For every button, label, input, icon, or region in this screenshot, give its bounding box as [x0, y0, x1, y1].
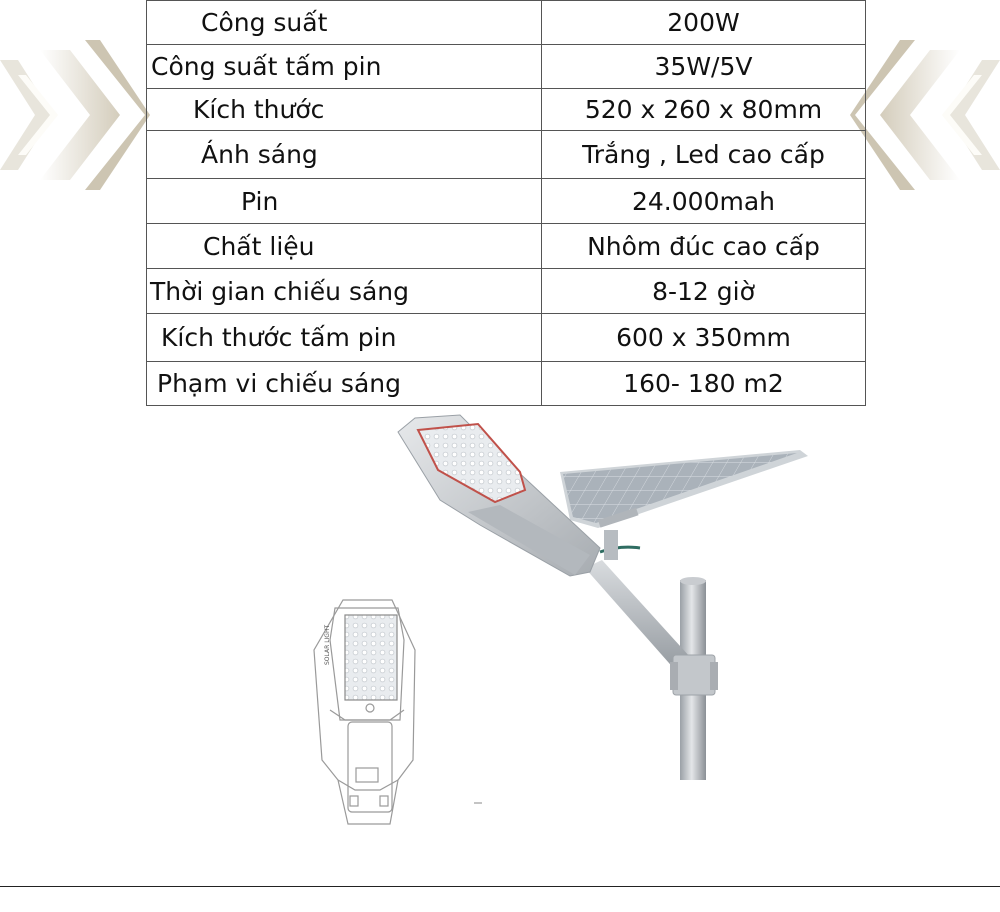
spec-label: Pin: [147, 179, 542, 224]
outline-brand-text: SOLAR LIGHT: [324, 624, 331, 665]
spec-value: 200W: [542, 1, 866, 45]
solar-panel: [560, 450, 808, 560]
lamp-outline-drawing: [314, 600, 415, 824]
pole-clamp: [670, 655, 718, 695]
spec-label: Công suất: [147, 1, 542, 45]
bottom-rule: [0, 886, 1000, 887]
spec-value: 160- 180 m2: [542, 362, 866, 406]
spec-label: Ánh sáng: [147, 131, 542, 179]
spec-value: 35W/5V: [542, 45, 866, 89]
spec-label: Kích thước tấm pin: [147, 314, 542, 362]
spec-value: 600 x 350mm: [542, 314, 866, 362]
spec-value: Trắng , Led cao cấp: [542, 131, 866, 179]
spec-label: Kích thước: [147, 89, 542, 131]
spec-value: 24.000mah: [542, 179, 866, 224]
spec-label: Chất liệu: [147, 224, 542, 269]
spec-value: 8-12 giờ: [542, 269, 866, 314]
spec-value: Nhôm đúc cao cấp: [542, 224, 866, 269]
spec-value: 520 x 260 x 80mm: [542, 89, 866, 131]
spec-label: Phạm vi chiếu sáng: [147, 362, 542, 406]
spec-label: Công suất tấm pin: [147, 45, 542, 89]
spec-label: Thời gian chiếu sáng: [147, 269, 542, 314]
